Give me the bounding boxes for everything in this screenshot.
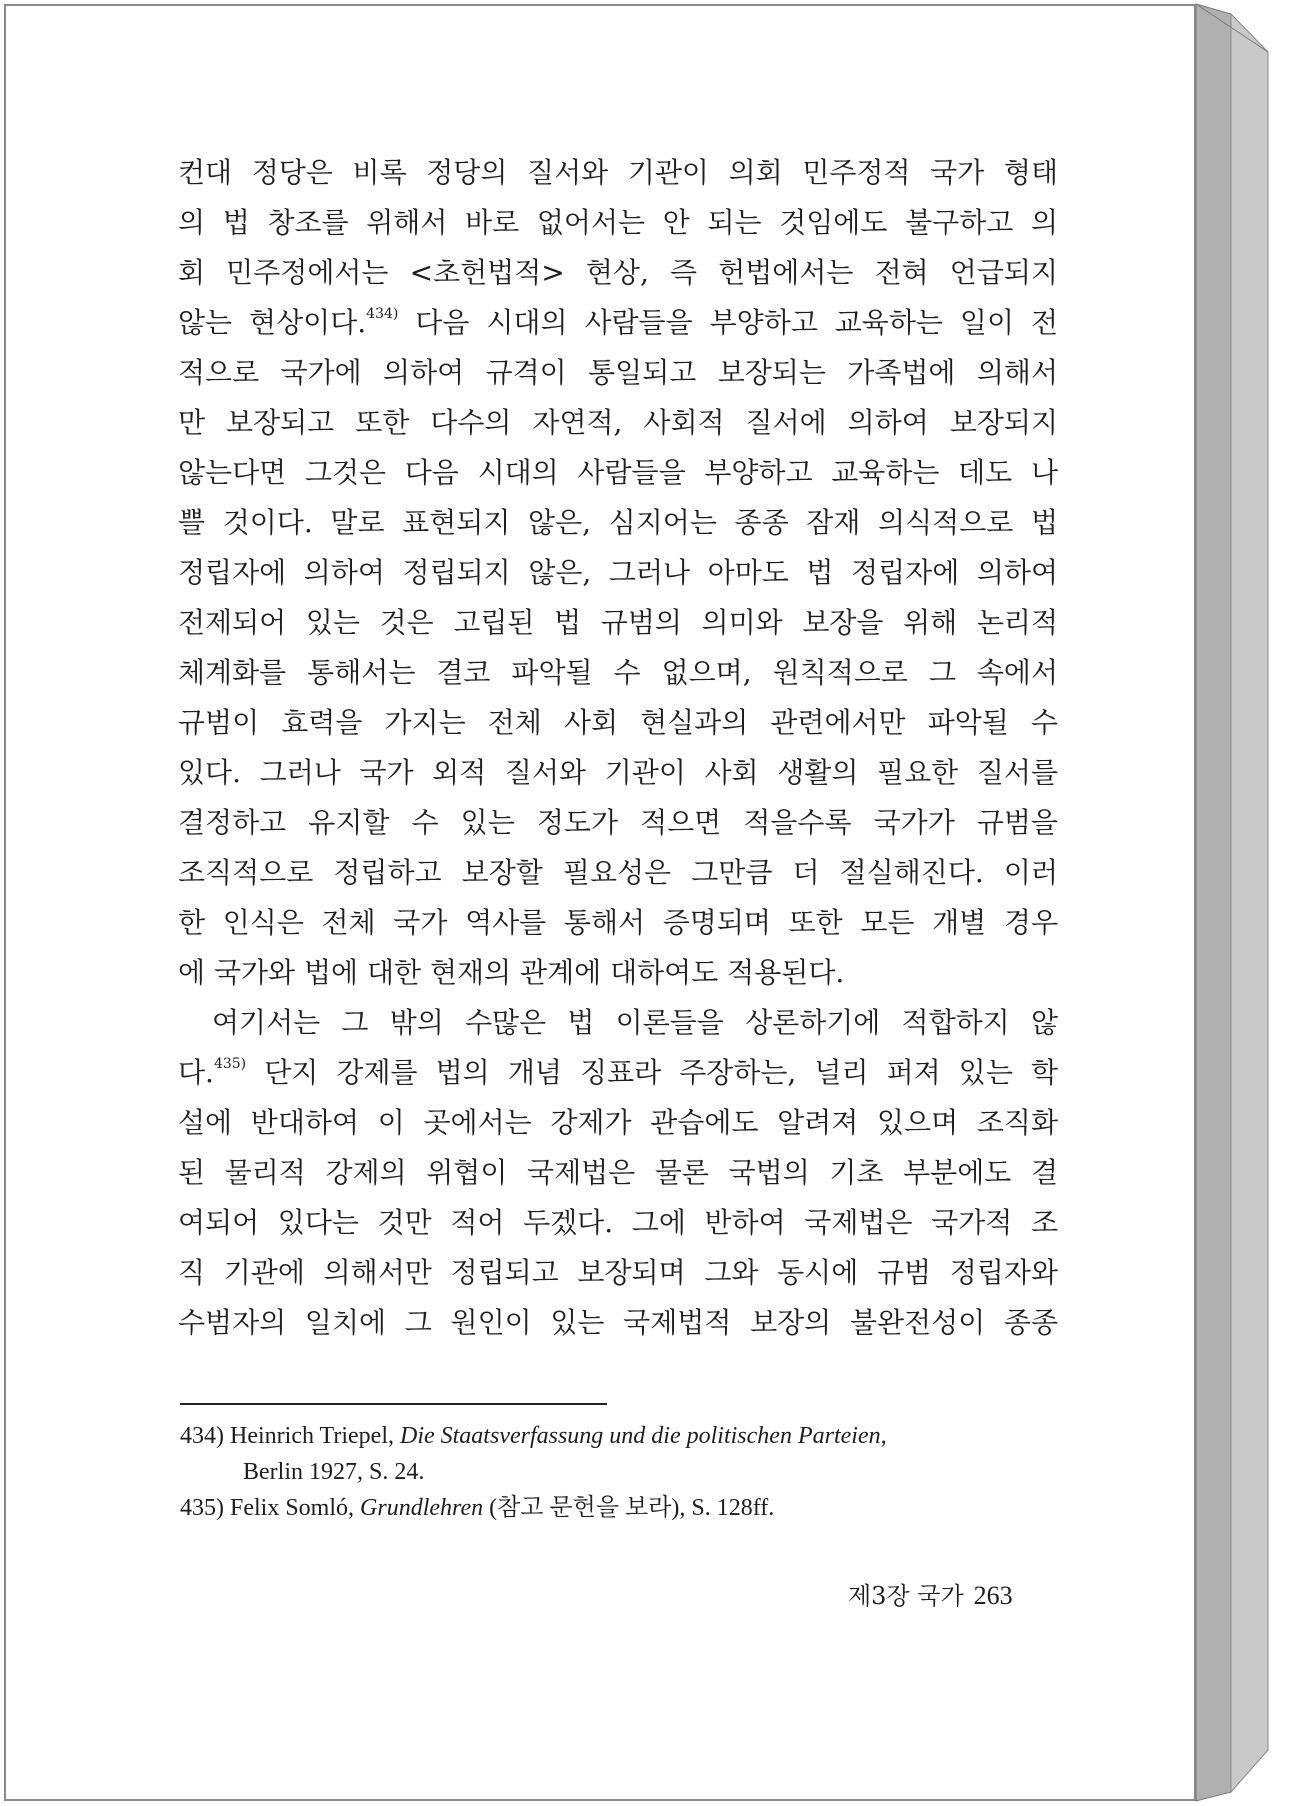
footnote-title: Grundlehren bbox=[360, 1495, 484, 1521]
page-edge-shading bbox=[1196, 4, 1296, 1804]
footnote-rest: Berlin 1927, S. 24. bbox=[243, 1459, 425, 1485]
text-segment: 다음 시대의 사람들을 부양하고 교육하는 일이 전 bbox=[398, 306, 1059, 339]
page-number: 263 bbox=[973, 1581, 1013, 1610]
running-footer bbox=[848, 1576, 1013, 1611]
text-line: 쁠 것이다. 말로 표현되지 않은, 심지어는 종종 잠재 의식적으로 법 bbox=[178, 506, 1058, 539]
text-line bbox=[178, 298, 1058, 348]
text-line bbox=[178, 1048, 1058, 1098]
footnote-author: Heinrich Triepel, bbox=[230, 1423, 394, 1449]
footnote-divider bbox=[180, 1403, 607, 1405]
text-line: 에 국가와 법에 대한 현재의 관계에 대하여도 적용된다. bbox=[178, 956, 845, 989]
footnote-ref-435[interactable]: 435) bbox=[213, 1056, 247, 1072]
text-line: 회 민주정에서는 <초헌법적> 현상, 즉 헌법에서는 전혀 언급되지 bbox=[178, 256, 1058, 289]
body-text bbox=[178, 148, 1058, 1348]
text-line: 의 법 창조를 위해서 바로 없어서는 안 되는 것임에도 불구하고 의 bbox=[178, 206, 1058, 239]
footnote-title: Die Staatsverfassung und die politischen Parteien, bbox=[399, 1423, 887, 1449]
footnotes bbox=[180, 1418, 1080, 1526]
text-line: 체계화를 통해서는 결코 파악될 수 없으며, 원칙적으로 그 속에서 bbox=[178, 656, 1058, 689]
text-line: 적으로 국가에 의하여 규격이 통일되고 보장되는 가족법에 의해서 bbox=[178, 356, 1058, 389]
text-line: 수범자의 일치에 그 원인이 있는 국제법적 보장의 불완전성이 종종 bbox=[178, 1306, 1058, 1339]
footnote-435 bbox=[180, 1490, 1080, 1526]
text-line: 조직적으로 정립하고 보장할 필요성은 그만큼 더 절실해진다. 이러 bbox=[178, 856, 1058, 889]
text-line: 결정하고 유지할 수 있는 정도가 적으면 적을수록 국가가 규범을 bbox=[178, 806, 1058, 839]
footnote-marker: 434) bbox=[180, 1423, 224, 1449]
footnote-rest: (참고 문헌을 보라), S. 128ff. bbox=[489, 1495, 775, 1521]
text-line: 여되어 있다는 것만 적어 두겠다. 그에 반하여 국제법은 국가적 조 bbox=[178, 1206, 1058, 1239]
text-line: 만 보장되고 또한 다수의 자연적, 사회적 질서에 의하여 보장되지 bbox=[178, 406, 1058, 439]
text-line: 한 인식은 전체 국가 역사를 통해서 증명되며 또한 모든 개별 경우 bbox=[178, 906, 1058, 939]
text-line: 여기서는 그 밖의 수많은 법 이론들을 상론하기에 적합하지 않 bbox=[212, 1006, 1058, 1039]
footnote-ref-434[interactable]: 434) bbox=[366, 306, 399, 322]
text-line: 전제되어 있는 것은 고립된 법 규범의 의미와 보장을 위해 논리적 bbox=[178, 606, 1058, 639]
text-segment: 다. bbox=[178, 1056, 214, 1089]
text-segment: 않는 현상이다. bbox=[178, 306, 367, 339]
chapter-label: 제3장 국가 bbox=[848, 1582, 964, 1610]
text-line: 규범이 효력을 가지는 전체 사회 현실과의 관련에서만 파악될 수 bbox=[178, 706, 1058, 739]
text-line: 정립자에 의하여 정립되지 않은, 그러나 아마도 법 정립자에 의하여 bbox=[178, 556, 1058, 589]
text-line: 컨대 정당은 비록 정당의 질서와 기관이 의회 민주정적 국가 형태 bbox=[178, 156, 1058, 189]
footnote-434 bbox=[180, 1418, 1080, 1490]
footnote-author: Felix Somló, bbox=[230, 1495, 355, 1521]
text-line: 직 기관에 의해서만 정립되고 보장되며 그와 동시에 규범 정립자와 bbox=[178, 1256, 1058, 1289]
text-line: 않는다면 그것은 다음 시대의 사람들을 부양하고 교육하는 데도 나 bbox=[178, 456, 1058, 489]
text-line: 있다. 그러나 국가 외적 질서와 기관이 사회 생활의 필요한 질서를 bbox=[178, 756, 1058, 789]
text-line: 설에 반대하여 이 곳에서는 강제가 관습에도 알려져 있으며 조직화 bbox=[178, 1106, 1058, 1139]
footnote-marker: 435) bbox=[180, 1495, 224, 1521]
text-line: 된 물리적 강제의 위협이 국제법은 물론 국법의 기초 부분에도 결 bbox=[178, 1156, 1058, 1189]
text-segment: 단지 강제를 법의 개념 징표라 주장하는, 널리 퍼져 있는 학 bbox=[246, 1056, 1058, 1089]
